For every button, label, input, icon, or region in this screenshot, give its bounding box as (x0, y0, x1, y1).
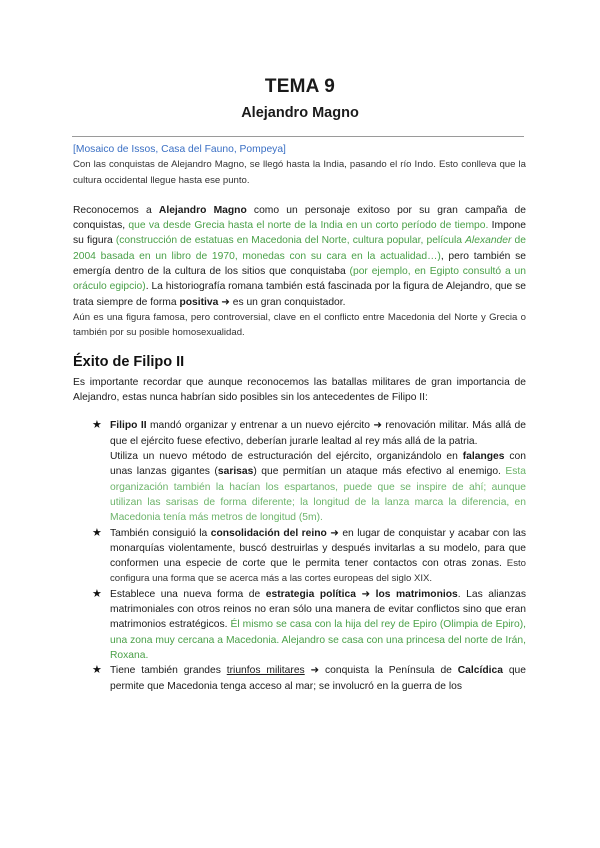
bold-term: Alejandro Magno (158, 204, 247, 216)
list-item (92, 663, 526, 694)
bold-term: falanges (462, 451, 505, 463)
page-title: TEMA 9 (264, 76, 336, 97)
text-run: Tiene también grandes (110, 665, 227, 677)
text-run: Reconocemos a (73, 204, 159, 216)
text-run: ➜ conquista la Península de (304, 665, 458, 677)
controversy-paragraph: Aún es una figura famosa, pero controversial, clave en el conflicto entre Macedonia del Norte y Grecia o también por su posible homosexualidad. (73, 311, 526, 339)
list-item (92, 587, 526, 663)
bold-term: Calcídica (457, 665, 503, 677)
bold-term: consolidación del reino (210, 527, 327, 539)
text-run: ➜ es un gran conquistador. (218, 296, 346, 308)
text-run: ➜ (355, 588, 376, 600)
section-lead: Es importante recordar que aunque reconocemos las batallas militares de gran importancia de Alejandro, estas nunca habrían sido posibles sin los antecedentes de Filipo II: (73, 376, 526, 404)
green-note: (construcción de estatuas en Macedonia del Norte, cultura popular, película (115, 235, 466, 247)
list-item (92, 418, 526, 525)
green-note: Él mismo se casa con la hija del rey de Epiro (Olimpia de Epiro), una zona muy cercana a Macedonia. Alejandro se casa con una princesa del norte de Irán, Roxana. (110, 619, 526, 661)
alejandro-paragraph (73, 203, 526, 310)
bold-term: sarisas (217, 466, 254, 478)
star-bullet-icon: ★ (92, 664, 102, 677)
bold-term: Filipo II (110, 420, 147, 432)
text-run: Esto configura una forma que se acerca más a las cortes europeas del siglo XIX. (110, 558, 526, 585)
text-run: ) que permitían un ataque más efectivo al enemigo. (253, 466, 506, 478)
document-body (73, 142, 526, 694)
text-run: . Las alianzas matrimoniales con otros reinos no eran sólo una manera de evitar conflictos sino que eran matrimonios estratégicos. (110, 588, 526, 631)
text-run: que permite que Macedonia tenga acceso al mar; se involucró en la guerra de los (110, 665, 526, 692)
intro-paragraph: Con las conquistas de Alejandro Magno, se llegó hasta la India, pasando el río Indo. Esto conlleva que la cultura occidental llegue hasta ese punto. (73, 159, 526, 186)
text-run: También consiguió la (110, 527, 211, 539)
page-subtitle: Alejandro Magno (241, 105, 359, 121)
text-run: con unas lanzas gigantes ( (110, 451, 526, 478)
text-run: como un personaje exitoso por su gran campaña de conquistas, (73, 204, 526, 232)
text-run: mandó organizar y entrenar a un nuevo ejército ➜ renovación militar. Más allá de que el ejército fuese efectivo, deberían jurarle lealtad al rey más allá de la patria. (110, 420, 526, 447)
bold-term: estrategia política (265, 588, 356, 600)
title-divider (72, 136, 524, 137)
bullet-list (73, 418, 526, 693)
green-note: que va desde Grecia hasta el norte de la India en un corto período de tiempo. (128, 220, 489, 232)
underlined-term: triunfos militares (226, 665, 305, 677)
text-run: Impone su figura (73, 220, 526, 247)
green-note: (por ejemplo, en Egipto consultó a un oráculo egipcio) (73, 266, 527, 293)
text-run: ➜ en lugar de conquistar y acabar con las monarquías violentamente, buscó destruirlas y después invitarlas a su modelo, para que conformen una especie de corte que le permita tener contactos con otras zonas. (110, 527, 526, 570)
bold-term: positiva (179, 296, 219, 308)
green-note: Esta organización también la hacían los espartanos, puede que se inspire de ahí; aunque utilizan las sarisas de forma diferente; la longitud de la lanza marca la diferencia, en Macedonia tenía más metros de longitud (5m). (110, 466, 526, 524)
text-run: , pero también se emergía dentro de la cultura de los sitios que conquistaba (73, 250, 527, 278)
source-note: [Mosaico de Issos, Casa del Fauno, Pompeya] (73, 144, 286, 155)
bold-term: los matrimonios (375, 588, 458, 600)
text-run: Establece una nueva forma de (110, 588, 266, 600)
star-bullet-icon: ★ (92, 526, 102, 539)
text-run: Utiliza un nuevo método de estructuración del ejército, organizándolo en (110, 451, 463, 463)
star-bullet-icon: ★ (92, 419, 102, 432)
list-item (92, 526, 526, 587)
green-italic-title: Alexander (465, 235, 512, 247)
text-run: . La historiografía romana también está fascinada por la figura de Alejandro, que se trata siempre de forma (73, 281, 526, 308)
star-bullet-icon: ★ (92, 587, 102, 600)
green-note: de 2004 basada en un libro de 1970, monedas con su cara en la actualidad…) (73, 235, 526, 262)
section-heading: Éxito de Filipo II (73, 353, 185, 370)
